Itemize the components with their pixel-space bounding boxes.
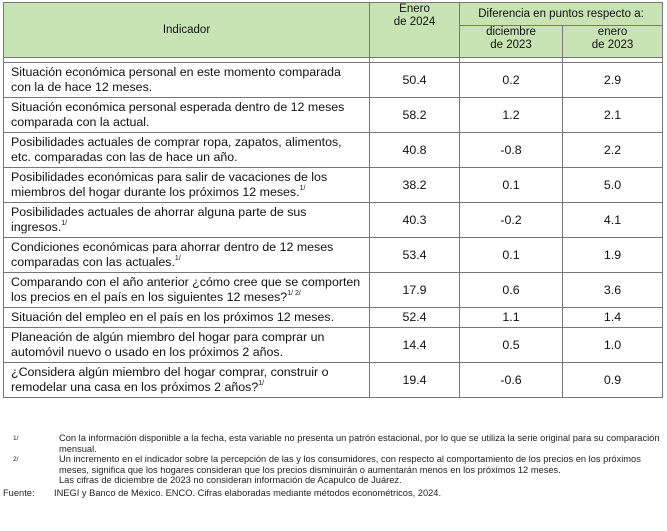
header-indicator-label: Indicador (162, 23, 211, 36)
row-diff-january: 1.0 (563, 328, 663, 363)
table-row (4, 363, 663, 398)
header-indicator (4, 3, 370, 58)
row-diff-january: 2.2 (563, 133, 663, 168)
source-text: INEGI y Banco de México. ENCO. Cifras elaboradas mediante métodos econométricos, 2024. (54, 487, 442, 498)
row-label (4, 168, 370, 203)
row-value: 40.8 (370, 133, 460, 168)
row-value: 14.4 (370, 328, 460, 363)
row-diff-january: 0.9 (563, 363, 663, 398)
source-label: Fuente: (3, 487, 35, 498)
row-label-text: Situación del empleo en el país en los próximos 12 meses. (11, 310, 335, 324)
header-difference-label: Diferencia en puntos respecto a: (478, 7, 644, 20)
header-prev-january (563, 26, 663, 58)
row-diff-december: 1.2 (460, 98, 563, 133)
row-diff-december: 1.1 (460, 308, 563, 328)
row-label-text: Posibilidades actuales de ahorrar alguna parte de sus ingresos. (11, 205, 307, 234)
row-diff-january: 5.0 (563, 168, 663, 203)
row-label (4, 133, 370, 168)
table-row (4, 308, 663, 328)
row-label-text: Planeación de algún miembro del hogar para comprar un automóvil nuevo o usado en los próximos 2 años. (11, 330, 325, 359)
row-diff-december: -0.6 (460, 363, 563, 398)
row-diff-january: 2.1 (563, 98, 663, 133)
footnote-2-text: Un incremento en el indicador sobre la percepción de las y los consumidores, con respecto al comportamiento de los precios en los próximos meses, significa que los hogares consideran que los precios disminuirán o aumentarán menos en los próximos 12 meses. (59, 454, 641, 475)
row-label (4, 238, 370, 273)
row-diff-december: 0.1 (460, 238, 563, 273)
footnote-1 (3, 433, 664, 454)
row-label-text: Situación económica personal en este momento comparada con la de hace 12 meses. (11, 65, 341, 94)
row-diff-december: 0.5 (460, 328, 563, 363)
row-diff-january: 3.6 (563, 273, 663, 308)
source-line (3, 488, 664, 499)
row-diff-december: 0.1 (460, 168, 563, 203)
row-label-text: Comparando con el año anterior ¿cómo cree que se comporten los precios en el país en los siguientes 12 meses? (11, 275, 361, 304)
row-value: 19.4 (370, 363, 460, 398)
table-row (4, 168, 663, 203)
table-row (4, 133, 663, 168)
table-row (4, 273, 663, 308)
row-diff-january: 1.4 (563, 308, 663, 328)
row-footnote-mark: 1/ 2/ (287, 289, 301, 297)
row-value: 17.9 (370, 273, 460, 308)
header-current-line1: Enero (399, 3, 430, 15)
row-footnote-mark: 1/ (61, 219, 68, 227)
row-value: 53.4 (370, 238, 460, 273)
row-diff-january: 2.9 (563, 63, 663, 98)
footnote-3-mark (3, 475, 59, 486)
row-label-text: Posibilidades económicas para salir de vacaciones de los miembros del hogar durante los próximos 12 meses. (11, 170, 328, 199)
row-diff-january: 4.1 (563, 203, 663, 238)
row-diff-december: 0.6 (460, 273, 563, 308)
row-diff-december: 0.2 (460, 63, 563, 98)
footnote-3 (3, 475, 664, 486)
header-difference (460, 3, 663, 26)
row-label-text: Condiciones económicas para ahorrar dentro de 12 meses comparadas con las actuales. (11, 240, 334, 269)
row-value: 52.4 (370, 308, 460, 328)
header-current (370, 3, 460, 58)
footnote-3-text: Las cifras de diciembre de 2023 no consideran información de Acapulco de Juárez. (59, 475, 402, 486)
row-footnote-mark: 1/ (299, 184, 306, 192)
row-label (4, 308, 370, 328)
row-label (4, 273, 370, 308)
row-footnote-mark: 1/ (258, 379, 265, 387)
footnote-1-text: Con la información disponible a la fecha, esta variable no presenta un patrón estacional, por lo que se utiliza la serie original para su comparación mensual. (59, 433, 660, 454)
row-label-text: Situación económica personal esperada dentro de 12 meses comparada con la actual. (11, 100, 345, 129)
table-row (4, 203, 663, 238)
row-label-text: ¿Considera algún miembro del hogar comprar, construir o remodelar una casa en los próximos 2 años? (11, 365, 329, 394)
row-diff-january: 1.9 (563, 238, 663, 273)
footnote-2-mark: 2/ (13, 456, 19, 464)
footnote-2 (3, 454, 664, 475)
row-footnote-mark: 1/ (174, 254, 181, 262)
header-prev-january-line1: enero (597, 26, 628, 38)
row-value: 38.2 (370, 168, 460, 203)
indicators-table (3, 2, 663, 398)
header-prev-december-line2: de 2023 (490, 39, 532, 51)
header-prev-december-line1: diciembre (486, 26, 536, 38)
header-prev-january-line2: de 2023 (591, 39, 634, 51)
table-row (4, 328, 663, 363)
row-diff-december: -0.2 (460, 203, 563, 238)
header-prev-december (460, 26, 563, 58)
row-value: 50.4 (370, 63, 460, 98)
table-row (4, 238, 663, 273)
row-label (4, 98, 370, 133)
row-value: 40.3 (370, 203, 460, 238)
table-row (4, 98, 663, 133)
row-value: 58.2 (370, 98, 460, 133)
table-row (4, 63, 663, 98)
header-current-line2: de 2024 (393, 16, 436, 28)
row-label (4, 63, 370, 98)
row-label (4, 203, 370, 238)
row-diff-december: -0.8 (460, 133, 563, 168)
footnote-1-mark: 1/ (13, 435, 19, 442)
row-label (4, 363, 370, 398)
row-label (4, 328, 370, 363)
row-label-text: Posibilidades actuales de comprar ropa, zapatos, alimentos, etc. comparadas con las de hace un año. (11, 135, 342, 164)
footnotes (3, 433, 664, 499)
